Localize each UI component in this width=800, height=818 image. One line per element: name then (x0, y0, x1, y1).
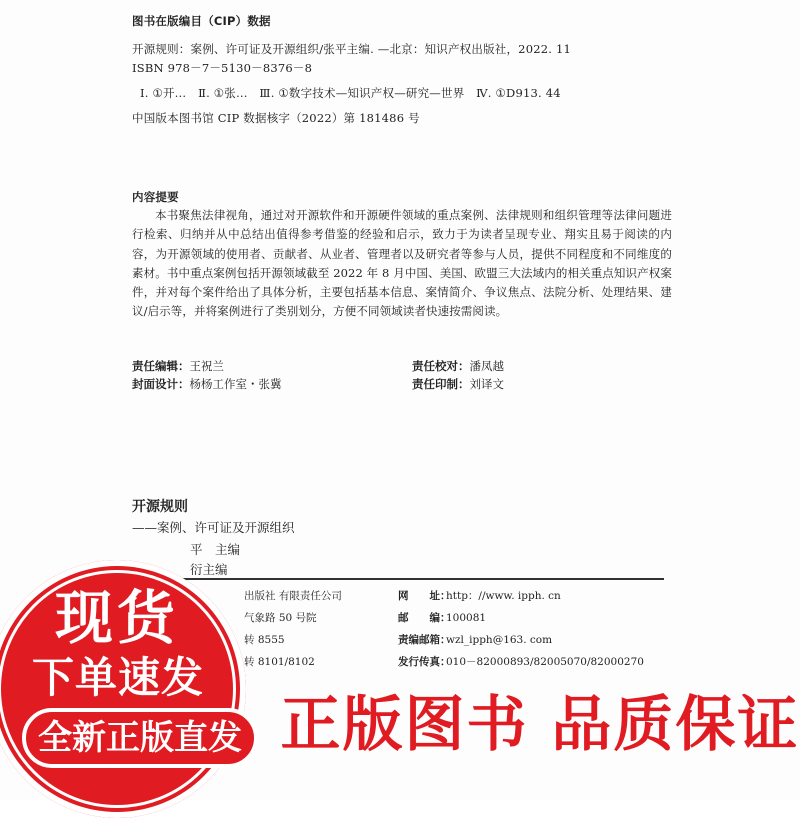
publisher-website-value: http：//www. ipph. cn (446, 590, 561, 602)
staff-proof-value: 潘凤越 (469, 359, 504, 373)
divider-rule (132, 578, 664, 580)
staff-print (412, 376, 504, 392)
cip-line-isbn: ISBN 978－7－5130－8376－8 (132, 61, 313, 75)
publisher-fax-value: 010－82000893/82005070/82000270 (446, 656, 644, 668)
publisher-website (398, 588, 561, 603)
staff-editor (132, 358, 224, 374)
badge-fast-ship-text: 下单速发 (31, 653, 204, 702)
staff-proof (412, 358, 504, 374)
in-stock-badge (0, 560, 246, 818)
book-subtitle: ——案例、许可证及开源组织 (132, 520, 295, 535)
staff-print-label: 责任印制： (412, 377, 470, 391)
publisher-postcode-label: 邮 编： (398, 612, 451, 624)
quality-banner: 正版图书 品质保证 (280, 690, 800, 760)
book-editor-1: 平 主编 (190, 542, 241, 557)
staff-print-value: 刘译文 (469, 377, 504, 391)
staff-editor-label: 责任编辑： (132, 359, 190, 373)
staff-proof-label: 责任校对： (412, 359, 470, 373)
cip-line-record: 中国版本图书馆 CIP 数据核字（2022）第 181486 号 (132, 111, 420, 125)
staff-editor-value: 王祝兰 (189, 359, 224, 373)
genuine-direct-pill (22, 708, 258, 768)
cip-line-classification: Ⅰ. ①开… Ⅱ. ①张… Ⅲ. ①数字技术—知识产权—研究—世界 Ⅳ. ①D913. 44 (140, 86, 561, 100)
publisher-email-value: wzl_ipph@163. com (446, 634, 553, 646)
summary-title: 内容提要 (132, 190, 179, 204)
book-title: 开源规则 (132, 499, 188, 515)
publisher-email-label: 责编邮箱： (398, 634, 451, 646)
publisher-fax-label: 发行传真： (398, 656, 451, 668)
publisher-fax (398, 654, 644, 669)
summary-text: 本书聚焦法律视角，通过对开源软件和开源硬件领域的重点案例、法律规则和组织管理等法律问题进行检索、归纳并从中总结出值得参考借鉴的经验和启示，致力于为读者呈现专业、翔实且易于阅读的内容，为开源领域的使用者、贡献者、从业者、管理者以及研究者等参与人员，提供不同程度和不同维度的素材。书中重点案例包括开源领域截至 2022 年 8 月中国、美国、欧盟三大法域内的相关重点知识产权案件，并对每个案件给出了具体分析，主要包括基本信息、案情简介、争议焦点、法院分析、处理结果、建议/启示等，并将案例进行了类别划分，方便不同领域读者快速按需阅读。 (132, 208, 672, 319)
publisher-phone-2: 转 8101/8102 (244, 656, 315, 668)
staff-cover-label: 封面设计： (132, 377, 190, 391)
staff-cover-value: 杨杨工作室・张冀 (189, 377, 282, 391)
publisher-address: 气象路 50 号院 (244, 612, 317, 624)
publisher-postcode-value: 100081 (446, 612, 487, 624)
publisher-email (398, 632, 552, 647)
publisher-website-label: 网 址： (398, 590, 451, 602)
publisher-name: 出版社 有限责任公司 (244, 590, 342, 602)
pill-text: 全新正版直发 (38, 718, 242, 758)
badge-in-stock-text: 现货 (54, 584, 179, 652)
staff-cover (132, 376, 282, 392)
publisher-phone: 转 8555 (244, 634, 285, 646)
publisher-postcode (398, 610, 486, 625)
book-editor-2: 衍主编 (190, 562, 228, 577)
cip-line-title: 开源规则：案例、许可证及开源组织/张平主编. —北京：知识产权出版社，2022. 11 (132, 42, 571, 56)
cip-title: 图书在版编目（CIP）数据 (132, 14, 271, 28)
